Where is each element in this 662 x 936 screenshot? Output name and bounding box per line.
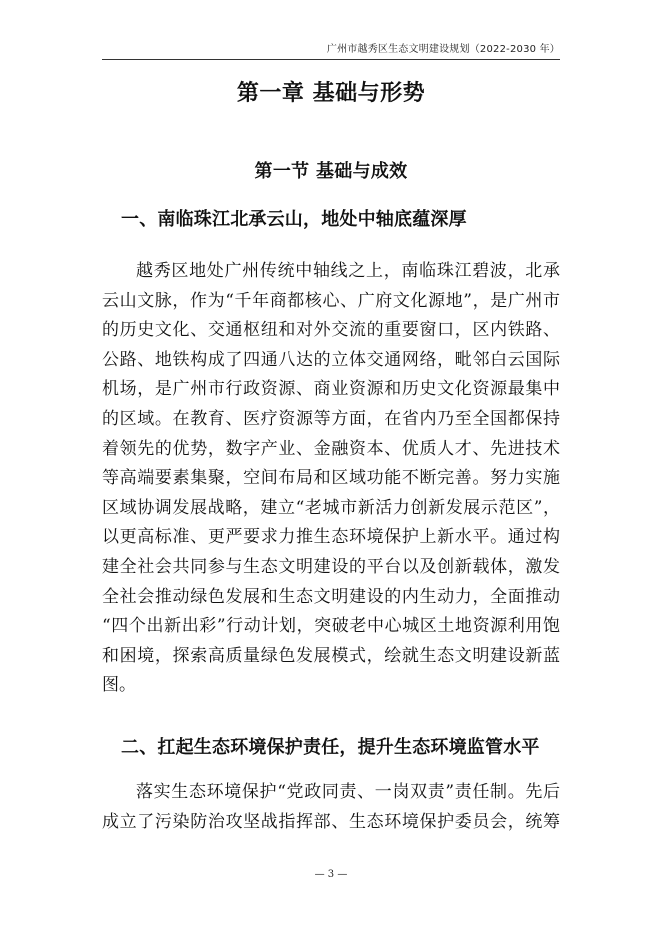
section-title: 第一节 基础与成效	[254, 161, 408, 182]
paragraph-line: 建全社会共同参与生态文明建设的平台以及创新载体，激发	[102, 556, 560, 577]
paragraph-line: 落实生态环境保护“党政同责、一岗双责”责任制。先后	[136, 782, 560, 802]
subsection-heading-1: 一、南临珠江北承云山，地处中轴底蕴深厚	[121, 209, 467, 230]
paragraph-line: 等高端要素集聚，空间布局和区域功能不断完善。努力实施	[102, 468, 560, 489]
paragraph-line: 越秀区地处广州传统中轴线之上，南临珠江碧波，北承	[136, 261, 560, 281]
paragraph-line: 云山文脉，作为“千年商都核心、广府文化源地”，是广州市	[102, 290, 560, 311]
paragraph-line: 全社会推动绿色发展和生态文明建设的内生动力，全面推动	[102, 586, 560, 607]
paragraph-2	[102, 778, 560, 837]
running-header: 广州市越秀区生态文明建设规划（2022-2030 年）	[326, 44, 560, 55]
paragraph-line: 成立了污染防治攻坚战指挥部、生态环境保护委员会，统筹	[102, 811, 560, 832]
paragraph-line: 着领先的优势，数字产业、金融资本、优质人才、先进技术	[102, 438, 560, 459]
paragraph-line: 和困境，探索高质量绿色发展模式，绘就生态文明建设新蓝	[102, 645, 560, 666]
paragraph-line: 图。	[102, 675, 136, 696]
paragraph-1	[102, 257, 560, 701]
chapter-title: 第一章 基础与形势	[236, 81, 426, 106]
header-divider	[102, 59, 560, 60]
paragraph-line: 机场，是广州市行政资源、商业资源和历史文化资源最集中	[102, 379, 560, 400]
paragraph-line: 公路、地铁构成了四通八达的立体交通网络，毗邻白云国际	[102, 349, 560, 370]
paragraph-line: 以更高标准、更严要求力推生态环境保护上新水平。通过构	[102, 527, 560, 548]
page-number: — 3 —	[314, 869, 348, 880]
paragraph-line: 的历史文化、交通枢纽和对外交流的重要窗口，区内铁路、	[102, 320, 560, 341]
subsection-heading-2: 二、扛起生态环境保护责任，提升生态环境监管水平	[121, 737, 540, 758]
paragraph-line: 的区域。在教育、医疗资源等方面，在省内乃至全国都保持	[102, 408, 560, 429]
paragraph-line: 区域协调发展战略，建立“老城市新活力创新发展示范区”，	[102, 497, 560, 518]
paragraph-line: “四个出新出彩”行动计划，突破老中心城区土地资源利用饱	[102, 616, 560, 637]
